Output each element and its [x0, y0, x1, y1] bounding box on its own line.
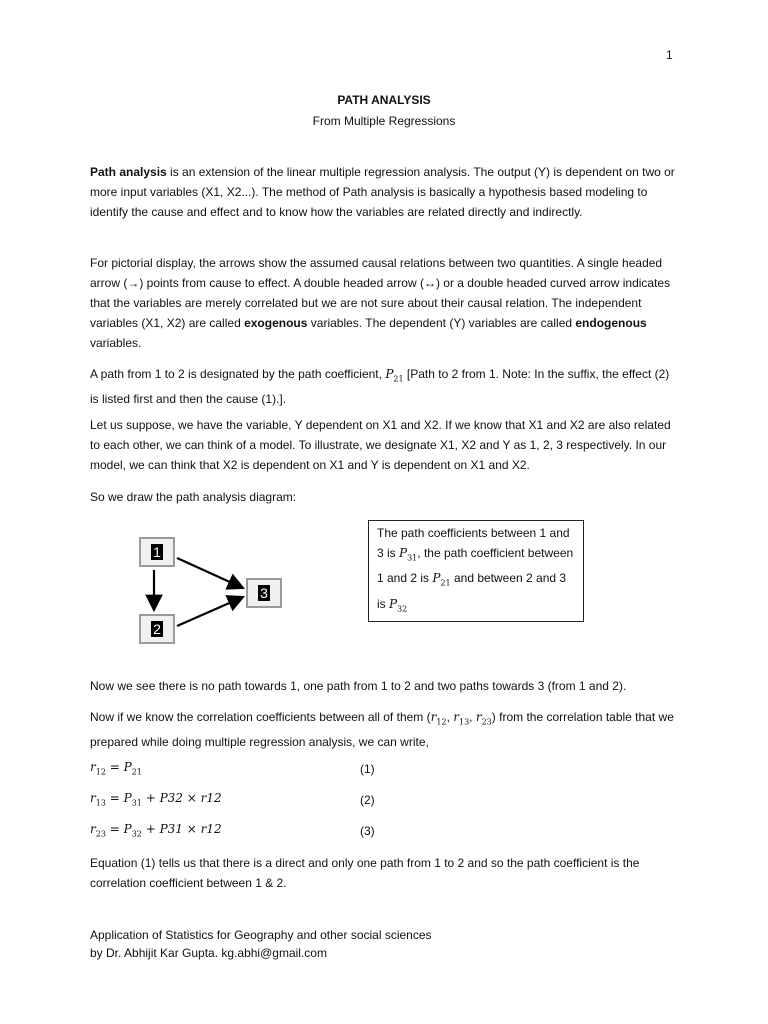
footer-line-1: Application of Statistics for Geography and other social sciences	[90, 928, 432, 942]
arrow-1-to-3	[177, 558, 243, 588]
paragraph-equation-explanation: Equation (1) tells us that there is a direct and only one path from 1 to 2 and so the path coefficient is the correlation coefficient between 1 & 2.	[90, 856, 640, 890]
equation-1: $r_{12} = P_{21}$	[90, 760, 142, 777]
path-text-b: [Path to 2 from 1. Note: In the suffix, the effect (2) is listed first and then the cause (1).].	[90, 367, 670, 407]
page-subtitle: From Multiple Regressions	[312, 114, 456, 128]
arrows-text-a: For pictorial display, the arrows show the assumed causal relations between two quantities. A single headed arrow (→) points from cause to effect. A double headed arrow (↔) or a double headed curved arrow indicates that the variables are merely correlated but we are not sure about their causal relation. The independent variables (X1, X2) are called	[90, 256, 671, 330]
arrows-text-c: variables.	[90, 336, 142, 350]
term-path-analysis: Path analysis	[90, 165, 167, 179]
paragraph-correlation: Now if we know the correlation coefficients between all of them ($r_{12}$, $r_{13}$, $r_{23}$) from the correlation table that we prepared while doing multiple regression analysis, we can write,	[90, 710, 674, 750]
term-exogenous: exogenous	[244, 316, 308, 330]
page-title: PATH ANALYSIS	[337, 93, 431, 107]
diagram-node-2: 2	[139, 614, 175, 644]
path-coefficient-textbox: The path coefficients between 1 and 3 is $P_{31}$, the path coefficient between 1 and 2 is $P_{21}$ and between 2 and 3 is $P_{32}$	[368, 520, 584, 622]
path-text-a: A path from 1 to 2 is designated by the path coefficient,	[90, 367, 386, 381]
diagram-node-1: 1	[139, 537, 175, 567]
equation-3: $r_{23} = P_{32} + P31 \times r12$	[90, 822, 222, 839]
symbol-p21: $P_{21}$	[385, 367, 404, 384]
arrow-2-to-3	[177, 597, 243, 626]
paragraph-draw-diagram: So we draw the path analysis diagram:	[90, 490, 297, 504]
diagram-node-3: 3	[246, 578, 282, 608]
equation-2-number: (2)	[360, 793, 375, 807]
footer-line-2: by Dr. Abhijit Kar Gupta. kg.abhi@gmail.com	[90, 946, 327, 960]
equation-1-number: (1)	[360, 762, 375, 776]
paragraph-paths-summary: Now we see there is no path towards 1, one path from 1 to 2 and two paths towards 3 (from 1 and 2).	[90, 679, 627, 693]
intro-text: is an extension of the linear multiple regression analysis. The output (Y) is dependent on two or more input variables (X1, X2...). The method of Path analysis is basically a hypothesis based modeling to identify the cause and effect and to know how the variables are related directly and indirectly.	[90, 165, 675, 219]
footer	[90, 926, 432, 962]
paragraph-model: Let us suppose, we have the variable, Y dependent on X1 and X2. If we know that X1 and X2 are also related to each other, we can think of a model. To illustrate, we designate X1, X2 and Y as 1, 2, 3 respectively. In our model, we can think that X2 is dependent on X1 and Y is dependent on X1 and X2.	[90, 418, 671, 472]
equation-2: $r_{13} = P_{31} + P32 \times r12$	[90, 791, 222, 808]
page-number: 1	[666, 48, 673, 62]
equation-3-number: (3)	[360, 824, 375, 838]
term-endogenous: endogenous	[575, 316, 647, 330]
arrows-text-b: variables. The dependent (Y) variables are called	[307, 316, 576, 330]
